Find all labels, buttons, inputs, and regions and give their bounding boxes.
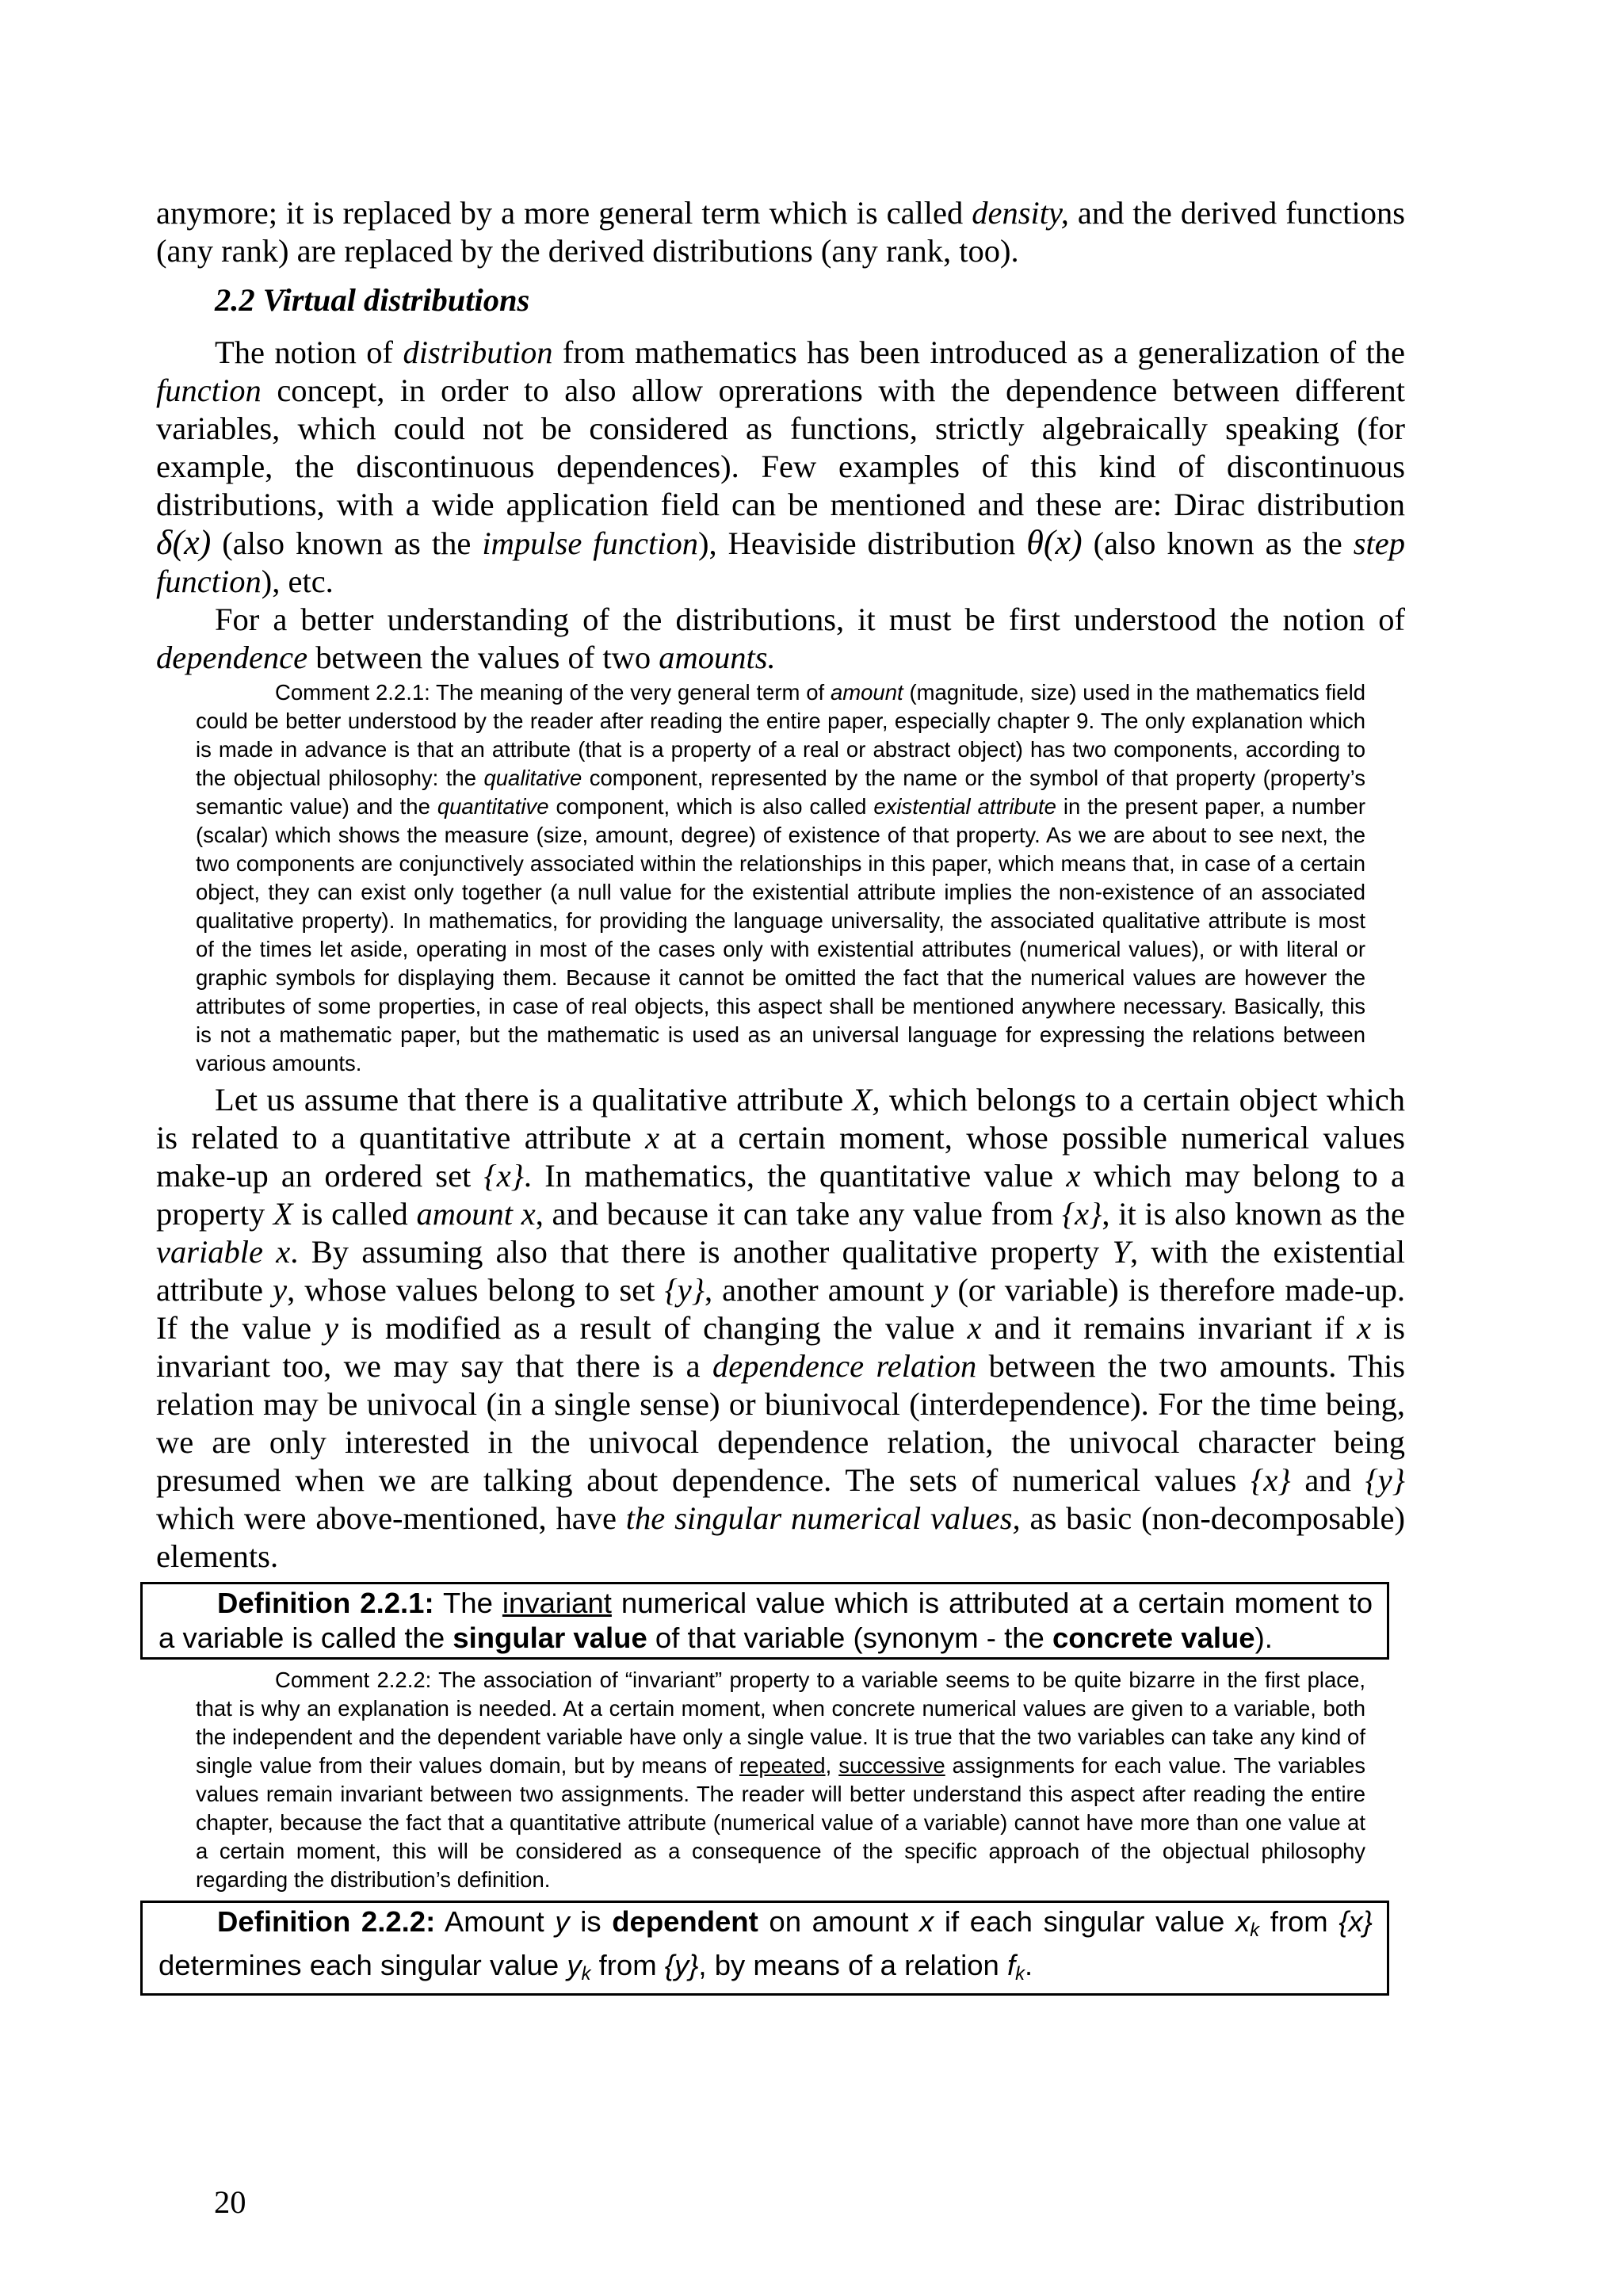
page-number: 20 <box>214 2184 246 2220</box>
text-run: (also known as the <box>211 525 483 561</box>
emphasis: {x} <box>1338 1905 1373 1938</box>
text-run: ), etc. <box>261 563 334 599</box>
text-run: Comment 2.2.1: The meaning of the very general term of <box>275 680 831 705</box>
subscript: k <box>581 1963 591 1985</box>
definition-label: Definition 2.2.2: <box>217 1905 436 1938</box>
emphasis: y <box>555 1905 570 1938</box>
text-run: , <box>825 1753 839 1778</box>
text-run: is invariant too, we may say that there is a <box>156 1310 1406 1384</box>
text-run: ), Heaviside distribution <box>698 525 1027 561</box>
emphasis: x <box>1235 1905 1251 1938</box>
text-run: . By assuming also that there is another qualitative property <box>290 1234 1113 1270</box>
text-run: at a certain moment, whose possible numerical values make-up an ordered set <box>156 1120 1405 1194</box>
emphasis: function <box>156 372 262 408</box>
text-run: The notion of <box>215 334 403 370</box>
text-run: is <box>569 1905 613 1938</box>
text-run: The <box>433 1587 502 1619</box>
subscript: k <box>1015 1963 1025 1985</box>
emphasis: amount x <box>416 1196 536 1232</box>
text-run: and the derived functions (any rank) are replaced by the derived distributions (any rank, too). <box>156 195 1405 269</box>
text-run: , another amount <box>704 1272 934 1308</box>
emphasis: dependence <box>156 640 308 675</box>
emphasis: {y} <box>664 1272 705 1308</box>
emphasis: the singular numerical values, <box>625 1500 1021 1536</box>
emphasis: distribution <box>403 334 553 370</box>
paragraph-dependence-intro <box>156 601 1405 677</box>
emphasis: x <box>967 1310 982 1346</box>
math-dirac-delta: δ(x) <box>156 523 212 562</box>
underlined-term: repeated <box>739 1753 826 1778</box>
text-run: on amount <box>758 1905 920 1938</box>
emphasis: x <box>919 1905 934 1938</box>
emphasis: x <box>645 1120 660 1156</box>
underlined-term: successive <box>838 1753 945 1778</box>
text-run: and <box>1290 1462 1365 1498</box>
text-run: , with the existential attribute <box>156 1234 1405 1308</box>
text-run: ). <box>1254 1622 1273 1654</box>
text-run: For a better understanding of the distributions, it must be first understood the notion of <box>215 602 1405 637</box>
subscript: k <box>1250 1920 1260 1941</box>
emphasis-density: density, <box>972 195 1069 231</box>
emphasis: y <box>273 1272 288 1308</box>
text-run: anymore; it is replaced by a more general term which is called <box>156 195 972 231</box>
emphasis: dependence relation <box>712 1348 977 1384</box>
text-run: which may belong to a property <box>156 1158 1405 1232</box>
emphasis: {x} <box>1061 1196 1102 1232</box>
page-body <box>156 194 1405 2002</box>
text-run: (also known as the <box>1082 525 1354 561</box>
text-run: which belongs to a certain object which is related to a quantitative attribute <box>156 1082 1405 1156</box>
emphasis: amount <box>830 680 903 705</box>
emphasis: X <box>273 1196 293 1232</box>
text-run: numerical value which is attributed at a certain moment to a variable is called the <box>158 1587 1373 1654</box>
text-run: from <box>590 1948 665 1981</box>
emphasis: quantitative <box>437 794 549 819</box>
math-heaviside-theta: θ(x) <box>1026 523 1083 562</box>
emphasis: X, <box>852 1082 880 1117</box>
text-run: of that variable (synonym - the <box>647 1622 1052 1654</box>
text-run: in the present paper, a number (scalar) which shows the measure (size, amount, degree) of existence of that property. As we are about to see next, the two components are conjunctively associated within the relationships in this paper, which means that, in case of a certain object, they can exist only together (a null value for the existential attribute implies the non-existence of an associated qualitative property). In mathematics, for providing the language universality, the associated qualitative attribute is most of the times let aside, operating in most of the cases only with existential attributes (numerical values), or with literal or graphic symbols for displaying them. Because it cannot be omitted the fact that the numerical values are however the attributes of some properties, in case of real objects, this aspect shall be mentioned anywhere necessary. Basically, this is not a mathematic paper, but the mathematic is used as an universal language for expressing the relations between various amounts. <box>196 794 1365 1075</box>
text-run: component, which is also called <box>548 794 874 819</box>
bold-term: concrete value <box>1052 1622 1255 1654</box>
text-run: determines each singular value <box>158 1948 567 1981</box>
text-run: (or variable) is therefore made-up. If the value <box>156 1272 1406 1346</box>
emphasis: amounts. <box>659 640 776 675</box>
bold-term: dependent <box>612 1905 758 1938</box>
text-run: between the values of two <box>307 640 659 675</box>
emphasis: step function <box>156 525 1405 599</box>
text-run: is modified as a result of changing the value <box>338 1310 968 1346</box>
text-run: . In mathematics, the quantitative value <box>523 1158 1067 1194</box>
emphasis: qualitative <box>483 766 582 790</box>
emphasis: y <box>323 1310 338 1346</box>
emphasis: existential attribute <box>873 794 1056 819</box>
continuation-paragraph <box>156 194 1405 270</box>
text-run: Amount <box>435 1905 556 1938</box>
text-run: concept, in order to also allow oprerations with the dependence between different variables, which could not be considered as functions, strictly algebraically speaking (for example, the discontinuous dependences). Few examples of this kind of discontinuous distributions, with a wide application field can be mentioned and these are: Dirac distribution <box>156 372 1405 522</box>
text-run: assignments for each value. The variables values remain invariant between two assignments. The reader will better understand this aspect after reading the entire chapter, because the fact that a quantitative attribute (numerical value of a variable) cannot have more than one value at a certain moment, this will be considered as a consequence of the specific approach of the objectual philosophy regarding the distribution’s definition. <box>196 1753 1365 1892</box>
emphasis: y <box>567 1948 582 1981</box>
text-run: between the two amounts. This relation may be univocal (in a single sense) or biunivocal (interdependence). For the time being, we are only interested in the univocal dependence relation, the univocal character being presumed when we are talking about dependence. The sets of numerical values <box>156 1348 1405 1498</box>
definition-2-2-2-box <box>140 1901 1389 1996</box>
underlined-term: invariant <box>502 1587 612 1619</box>
emphasis: {y} <box>664 1948 699 1981</box>
text-run: (magnitude, size) used in the mathematics field could be better understood by the reader after reading the entire paper, especially chapter 9. The only explanation which is made in advance is that an attribute (that is a property of a real or abstract object) has two components, according to the objectual philosophy: the <box>196 680 1365 790</box>
text-run: Let us assume that there is a qualitative attribute <box>215 1082 853 1117</box>
emphasis: x <box>1357 1310 1372 1346</box>
emphasis: {x} <box>1251 1462 1291 1498</box>
text-run: Comment 2.2.2: The association of “invariant” property to a variable seems to be quite bizarre in the first place, that is why an explanation is needed. At a certain moment, when concrete numerical values are given to a variable, both the independent and the dependent variable have only a single value. It is true that the two variables can take any kind of single value from their values domain, but by means of <box>196 1668 1365 1778</box>
emphasis: variable x <box>156 1234 291 1270</box>
definition-label: Definition 2.2.1: <box>217 1587 434 1619</box>
section-heading: 2.2 Virtual distributions <box>215 282 530 318</box>
emphasis: f <box>1006 1948 1016 1981</box>
emphasis: {x} <box>483 1158 524 1194</box>
text-run: as basic (non-decomposable) elements. <box>156 1500 1406 1574</box>
text-run: if each singular value <box>934 1905 1235 1938</box>
text-run: , by means of a relation <box>698 1948 1007 1981</box>
text-run: and it remains invariant if <box>981 1310 1358 1346</box>
text-run: from <box>1259 1905 1339 1938</box>
definition-2-2-1-box <box>140 1582 1389 1660</box>
bold-term: singular value <box>453 1622 647 1654</box>
paragraph-distribution-notion <box>156 334 1405 601</box>
text-run: which were above-mentioned, have <box>156 1500 626 1536</box>
emphasis: {y} <box>1365 1462 1405 1498</box>
text-run: , and because it can take any value from <box>535 1196 1062 1232</box>
emphasis: Y <box>1112 1234 1130 1270</box>
text-run: . <box>1024 1948 1033 1981</box>
emphasis: impulse function <box>482 525 699 561</box>
text-run: is called <box>292 1196 417 1232</box>
text-run: , it is also known as the <box>1102 1196 1405 1232</box>
comment-2-2-2 <box>196 1666 1365 1894</box>
comment-2-2-1 <box>196 678 1365 1078</box>
text-run: component, represented by the name or the symbol of that property (property’s semantic value) and the <box>196 766 1365 819</box>
text-run: from mathematics has been introduced as a generalization of the <box>552 334 1405 370</box>
emphasis: y <box>934 1272 949 1308</box>
paragraph-qualitative-attribute <box>156 1081 1405 1576</box>
text-run: , whose values belong to set <box>287 1272 665 1308</box>
emphasis: x <box>1066 1158 1081 1194</box>
